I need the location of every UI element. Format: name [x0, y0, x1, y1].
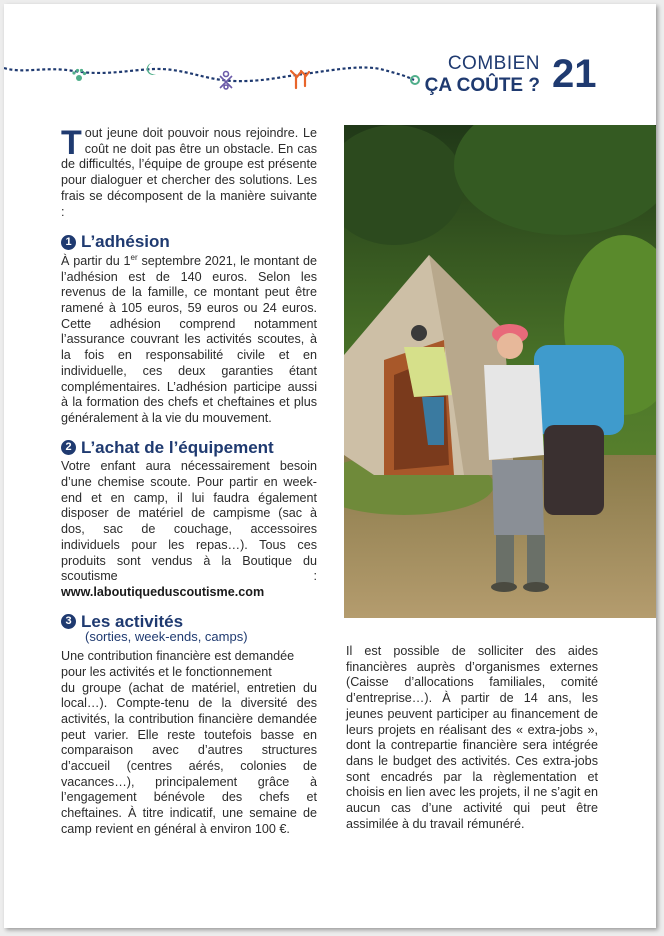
heading-line-2: ÇA COÛTE ? — [424, 75, 540, 96]
camp-photo-illustration — [344, 125, 656, 618]
ordinal-superscript: er — [130, 252, 138, 262]
section-heading-activites — [61, 611, 317, 631]
drop-cap: T — [61, 124, 82, 162]
camp-photo — [344, 125, 656, 618]
section-number-1: 1 — [61, 235, 76, 250]
section-heading-adhesion — [61, 234, 317, 250]
section-text-equipement — [61, 459, 317, 600]
page-number: 21 — [552, 52, 597, 96]
equipement-text: Votre enfant aura nécessairement besoin d’une chemise scoute. Pour partir en week-end et en camp, il lui faudra également disposer de matériel de campisme (sac à dos, sac de couchage, accessoires individuels pour les repas…). Tous ces produits sont vendus à la Boutique du scoutisme : — [61, 459, 317, 584]
boutique-link[interactable]: www.laboutiqueduscoutisme.com — [61, 584, 265, 599]
left-column — [61, 126, 317, 838]
wavy-dashed-line — [4, 67, 414, 81]
paw-icon — [72, 69, 86, 81]
section-title-3: Les activités — [81, 611, 184, 631]
right-column — [346, 644, 598, 832]
section-number-2: 2 — [61, 440, 76, 455]
intro-paragraph — [61, 126, 317, 220]
brochure-page — [4, 4, 656, 928]
section-text-adhesion — [61, 254, 317, 427]
section-title-2: L’achat de l’équipement — [81, 437, 274, 457]
heading-line-1: COMBIEN — [447, 53, 540, 74]
page-heading — [425, 54, 540, 95]
section-text-activites-line1: Une contribution financière est demandée pour les activités et le fonctionnement — [61, 649, 295, 679]
section-title-1: L’adhésion — [81, 232, 170, 252]
right-column-text: Il est possible de solliciter des aides financières auprès d’organismes externes (Caisse d’allocations familiales, comité d’entreprise…). À partir de 14 ans, les jeunes peuvent participer au financement de leurs projets en réalisant des « extra-jobs », dont la contrepartie financière sera intégrée dans le budget des activités. Ces extra-jobs sont encadrés par la règlementation et choisis en lien avec les projets, il ne s’agit en aucun cas d’une activité qui peut être assimilée à du travail rémunéré. — [346, 644, 598, 831]
adhesion-text-start: À partir du 1 — [61, 253, 131, 268]
intro-text: out jeune doit pouvoir nous rejoindre. Le coût ne doit pas être un obstacle. En cas de difficultés, l’équipe de groupe est présente pour dialoguer et chercher des solutions. Les frais se décomposent de la manière suivante : — [61, 126, 317, 219]
adhesion-text-rest: septembre 2021, le montant de l’adhésion est de 140 euros. Selon les revenus de la famille, ce montant peut être ramené à 105 euros, 59 euros ou 24 euros. Cette adhésion comprend notamment l’assurance couvrant les activités scoutes, à la fois en responsabilité civile et en individuelle, ces deux garanties étant complémentaires. L’adhésion participe aussi à la formation des chefs et cheftaines et plus généralement à la vie du mouvement. — [61, 253, 317, 425]
section-heading-equipement — [61, 437, 317, 457]
section-text-activites: du groupe (achat de matériel, entretien du local…). Compte-tenu de la diversité des activités, la contribution financière demandée peut varier. Elle reste toutefois basse en comparaison avec d’autres structures d’accueil (centres aérés, colonies de vacances…), principalement grâce à l’engagement bénévole des chefs et cheftaines. À titre indicatif, une semaine de camp revient en général à environ 100 €. — [61, 680, 317, 836]
section-subtitle-activites: (sorties, week-ends, camps) — [85, 629, 248, 645]
section-number-3: 3 — [61, 614, 76, 629]
